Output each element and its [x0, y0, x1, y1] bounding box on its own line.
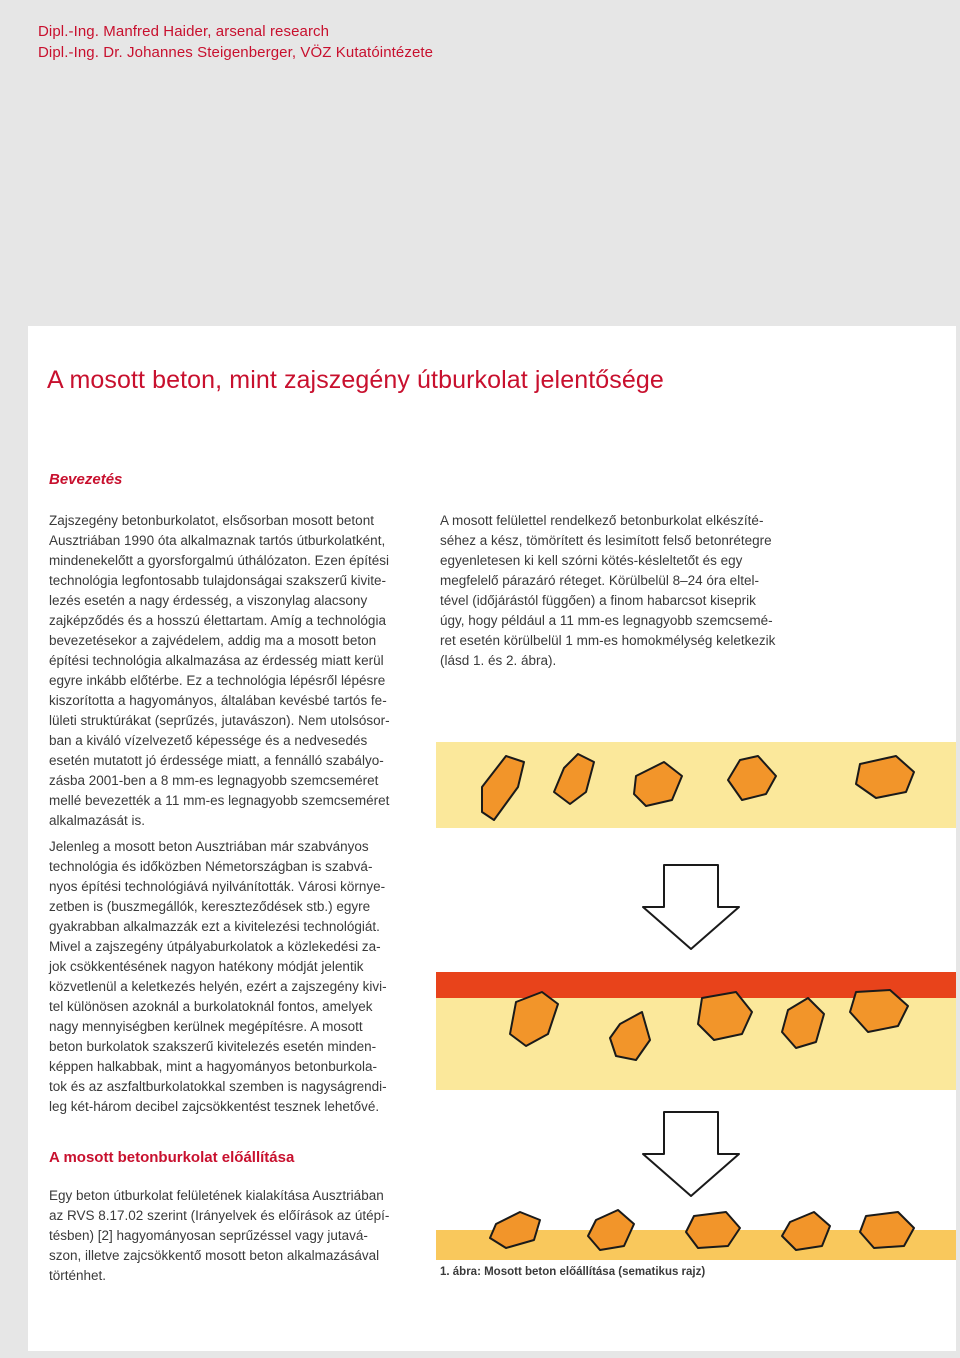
aggregate-stone	[860, 1212, 914, 1248]
production-heading: A mosott betonburkolat előállítása	[49, 1149, 295, 1166]
intro-heading: Bevezetés	[49, 471, 123, 488]
down-arrow	[643, 865, 739, 949]
page-title: A mosott beton, mint zajszegény útburkolat jelentősége	[47, 366, 664, 394]
author-line-2: Dipl.-Ing. Dr. Johannes Steigenberger, VÖZ Kutatóintézete	[38, 44, 434, 61]
figure-caption: 1. ábra: Mosott beton előállítása (sematikus rajz)	[440, 1266, 706, 1278]
intro-paragraph-2: Jelenleg a mosott beton Ausztriában már szabványos technológia és időközben Németországban is szabvá- nyos építési technológiává nyilvánították. Városi környe- zetben is (buszmegállók, kereszteződések stb.) egyre gyakrabban alkalmazzák ezt a kivitelezési technológiát. Mivel a zajszegény útpályaburkolatok a közlekedési za- jok csökkentésének nagyon hatékony módját jelentik közvetlenül a keletkezés helyén, ezért a zajszegény kivi- tel különösen azoknál a burkolatoknál fontos, amelyek nagy mennyiségben kerülnek megépítésre. A mosott beton burkolatok szakszerű kivitelezés esetén minden- képpen halkabbak, mint a hagyományos betonburkola- tok és az aszfaltburkolatokkal szemben is nagyságrendi- leg két-három decibel zajcsökkentést tesznek lehetővé.	[49, 839, 387, 1114]
schematic-figure	[436, 742, 956, 1282]
production-paragraph: Egy beton útburkolat felületének kialakítása Ausztriában az RVS 8.17.02 szerint (Irányelvek és előírások az útépí- tésben) [2] hagyományosan seprűzéssel vagy jutavá- szon, illetve zajcsökkentő mosott beton alkalmazásával történhet.	[49, 1188, 390, 1283]
intro-paragraph-1: Zajszegény betonburkolatot, elsősorban mosott betont Ausztriában 1990 óta alkalmaznak tartós útburkolatként, mindenekelőtt a gyorsforgalmú úthálózaton. Ezen építési technológia legfontosabb tulajdonságai szakszerű kivite- lezés esetén a nagy érdesség, a viszonylag alacsony zajképződés és a hosszú élettartam. Amíg a technológia bevezetésekor a zajvédelem, addig ma a mosott beton építési technológia alkalmazása az érdesség miatt kerül egyre inkább előtérbe. Ez a technológia lépésről lépésre kiszorította a hagyományos, általában kevésbé tartós fe- lületi struktúrákat (seprűzés, jutavászon). Nem utolsósor- ban a kiváló vízelvezető képessége és a nedvesedés esetén mutatott jó érdessége miatt, a fennálló szabályo- zásba 2001-ben a 8 mm-es legnagyobb szemcseméret mellé bevezették a 11 mm-es legnagyobb szemcseméret alkalmazását is.	[49, 513, 390, 828]
aggregate-stone	[782, 1212, 830, 1250]
right-column-paragraph: A mosott felülettel rendelkező betonburkolat elkészíté- séhez a kész, tömörített és lesimított felső betonrétegre egyenletesen ki kell szórni kötés-késleltetőt és egy megfelelő párazáró réteget. Körülbelül 8–24 óra eltel- tével (időjárástól függően) a finom habarcsot kiseprik úgy, hogy például a 11 mm-es legnagyobb szemcsemé- ret esetén körülbelül 1 mm-es homokmélység keletkezik (lásd 1. és 2. ábra).	[440, 513, 776, 668]
title-divider	[47, 432, 954, 433]
author-line-1: Dipl.-Ing. Manfred Haider, arsenal research	[38, 23, 330, 40]
down-arrow	[643, 1112, 739, 1196]
